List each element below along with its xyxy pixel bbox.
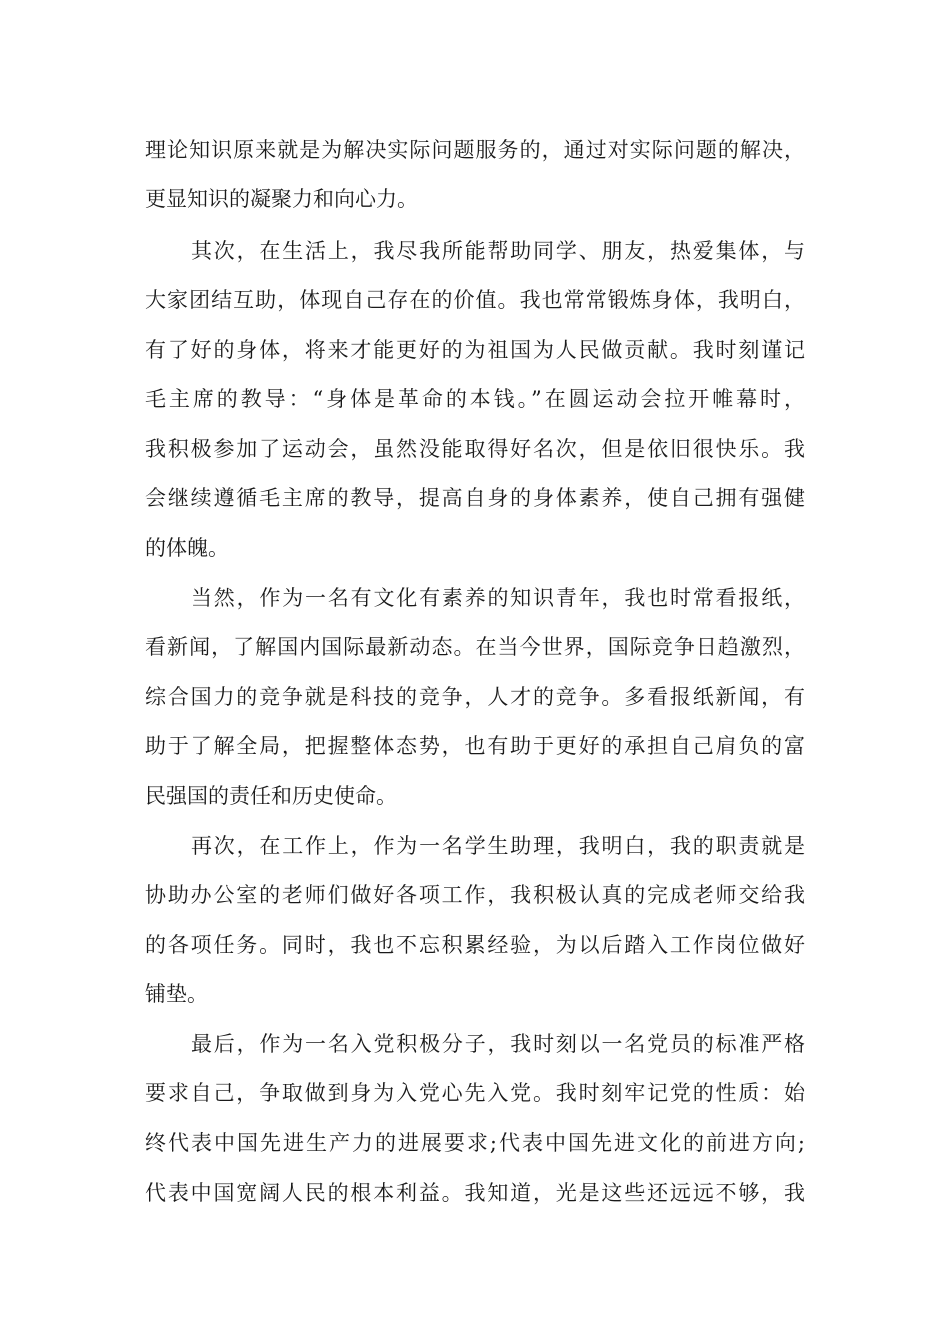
text-line: 民强国的责任和历史使命。 <box>145 784 397 808</box>
text-line: 更显知识的凝聚力和向心力。 <box>145 187 418 211</box>
text-line: 铺垫。 <box>145 982 208 1006</box>
text-line: 会继续遵循毛主席的教导，提高自身的身体素养，使自己拥有强健 <box>145 486 805 510</box>
text-line: 有了好的身体，将来才能更好的为祖国为人民做贡献。我时刻谨记 <box>145 338 805 362</box>
text-line: 的各项任务。同时，我也不忘积累经验，为以后踏入工作岗位做好 <box>145 933 805 957</box>
paragraph-first-line: 最后，作为一名入党积极分子，我时刻以一名党员的标准严格 <box>191 1032 805 1056</box>
text-line: 看新闻，了解国内国际最新动态。在当今世界，国际竞争日趋激烈， <box>145 635 805 659</box>
text-line: 助于了解全局，把握整体态势，也有助于更好的承担自己肩负的富 <box>145 734 805 758</box>
paragraph-first-line: 再次，在工作上，作为一名学生助理，我明白，我的职责就是 <box>191 834 805 858</box>
text-line: 大家团结互助，体现自己存在的价值。我也常常锻炼身体，我明白， <box>145 288 805 312</box>
text-line: 终代表中国先进生产力的进展要求;代表中国先进文化的前进方向; <box>145 1131 805 1155</box>
text-line: 协助办公室的老师们做好各项工作，我积极认真的完成老师交给我 <box>145 883 805 907</box>
text-line: 理论知识原来就是为解决实际问题服务的，通过对实际问题的解决， <box>145 138 805 162</box>
text-line: 我积极参加了运动会，虽然没能取得好名次，但是依旧很快乐。我 <box>145 437 805 461</box>
paragraph-first-line: 当然，作为一名有文化有素养的知识青年，我也时常看报纸， <box>191 586 805 610</box>
text-line: 代表中国宽阔人民的根本利益。我知道，光是这些还远远不够，我 <box>145 1181 805 1205</box>
text-line: 要求自己，争取做到身为入党心先入党。我时刻牢记党的性质：始 <box>145 1081 805 1105</box>
text-line: 毛主席的教导：“身体是革命的本钱。”在圆运动会拉开帷幕时， <box>145 387 805 411</box>
text-line: 的体魄。 <box>145 536 229 560</box>
text-line: 综合国力的竞争就是科技的竞争，人才的竞争。多看报纸新闻，有 <box>145 685 805 709</box>
paragraph-first-line: 其次，在生活上，我尽我所能帮助同学、朋友，热爱集体，与 <box>191 239 805 263</box>
